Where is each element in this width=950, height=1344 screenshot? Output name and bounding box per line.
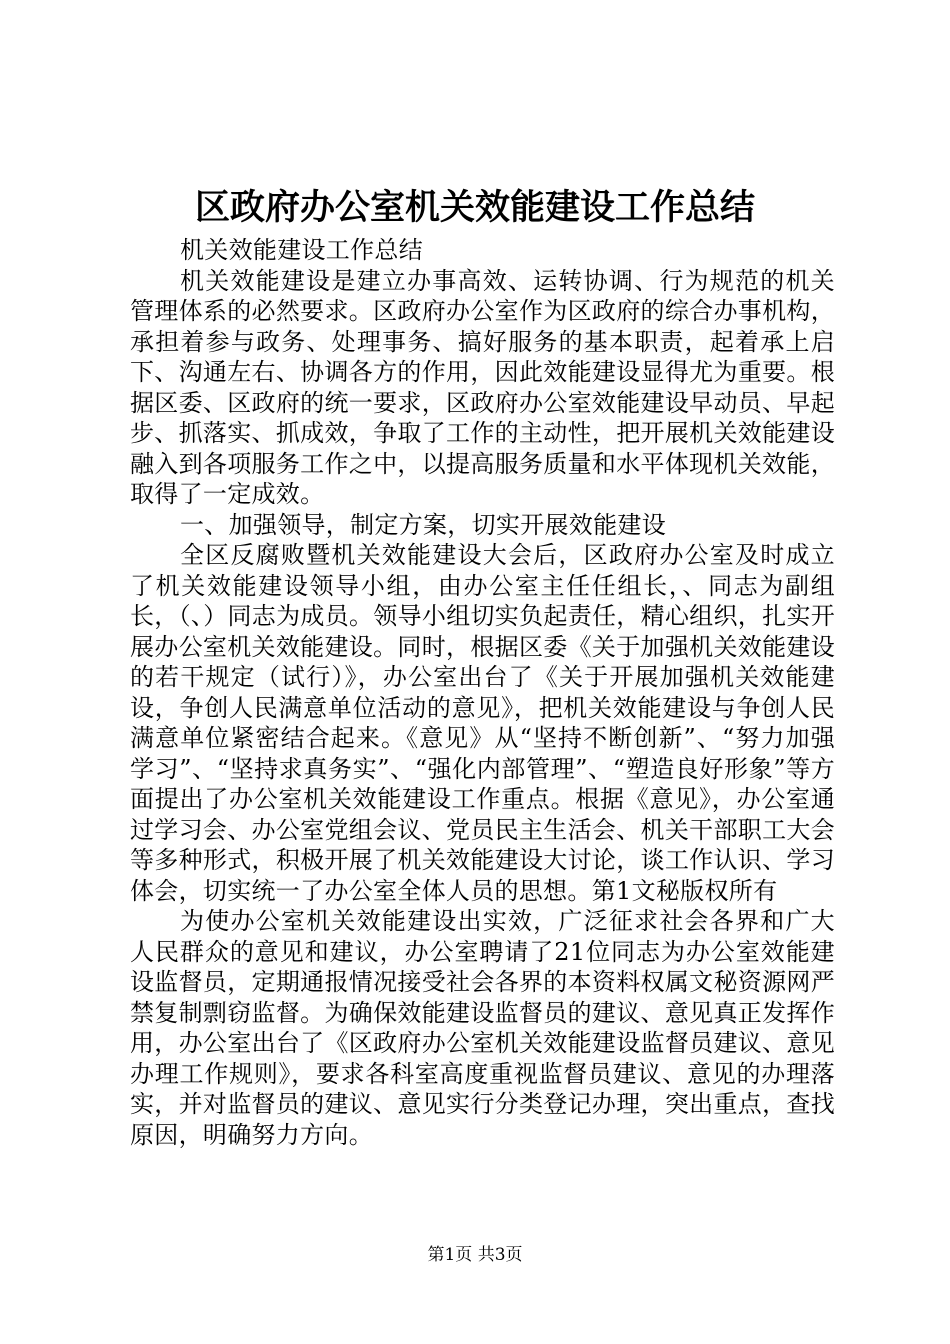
paragraph-subtitle: 机关效能建设工作总结 bbox=[180, 236, 423, 264]
document-body bbox=[130, 235, 835, 1150]
page-footer: 第1页 共3页 bbox=[427, 1245, 523, 1265]
paragraph-intro: 机关效能建设是建立办事高效、运转协调、行为规范的机关管理体系的必然要求。区政府办公室作为区政府的综合办事机构，承担着参与政务、处理事务、搞好服务的基本职责，起着承上启下、沟通左右、协调各方的作用，因此效能建设显得尤为重要。根据区委、区政府的统一要求，区政府办公室效能建设早动员、早起步、抓落实、抓成效，争取了工作的主动性，把开展机关效能建设融入到各项服务工作之中，以提高服务质量和水平体现机关效能，取得了一定成效。 bbox=[130, 266, 835, 508]
section-heading: 一、加强领导，制定方案，切实开展效能建设 bbox=[180, 510, 666, 539]
paragraph-leadership: 全区反腐败暨机关效能建设大会后，区政府办公室及时成立了机关效能建设领导小组，由办公室主任任组长，、同志为副组长，（、）同志为成员。领导小组切实负起责任，精心组织，扎实开展办公室机关效能建设。同时，根据区委《关于加强机关效能建设的若干规定（试行）》，办公室出台了《关于开展加强机关效能建设，争创人民满意单位活动的意见》，把机关效能建设与争创人民满意单位紧密结合起来。《意见》从“坚持不断创新”、“努力加强学习”、“坚持求真务实”、“强化内部管理”、“塑造良好形象”等方面提出了办公室机关效能建设工作重点。根据《意见》，办公室通过学习会、办公室党组会议、党员民主生活会、机关干部职工大会等多种形式，积极开展了机关效能建设大讨论，谈工作认识、学习体会，切实统一了办公室全体人员的思想。第1文秘版权所有 bbox=[130, 541, 836, 905]
paragraph-supervision: 为使办公室机关效能建设出实效，广泛征求社会各界和广大人民群众的意见和建议，办公室聘请了21位同志为办公室效能建设监督员，定期通报情况接受社会各界的本资料权属文秘资源网严禁复制剽窃监督。为确保效能建设监督员的建议、意见真正发挥作用，办公室出台了《区政府办公室机关效能建设监督员建议、意见办理工作规则》，要求各科室高度重视监督员建议、意见的办理落实，并对监督员的建议、意见实行分类登记办理，突出重点，查找原因，明确努力方向。 bbox=[130, 907, 835, 1149]
document-title: 区政府办公室机关效能建设工作总结 bbox=[194, 187, 755, 228]
